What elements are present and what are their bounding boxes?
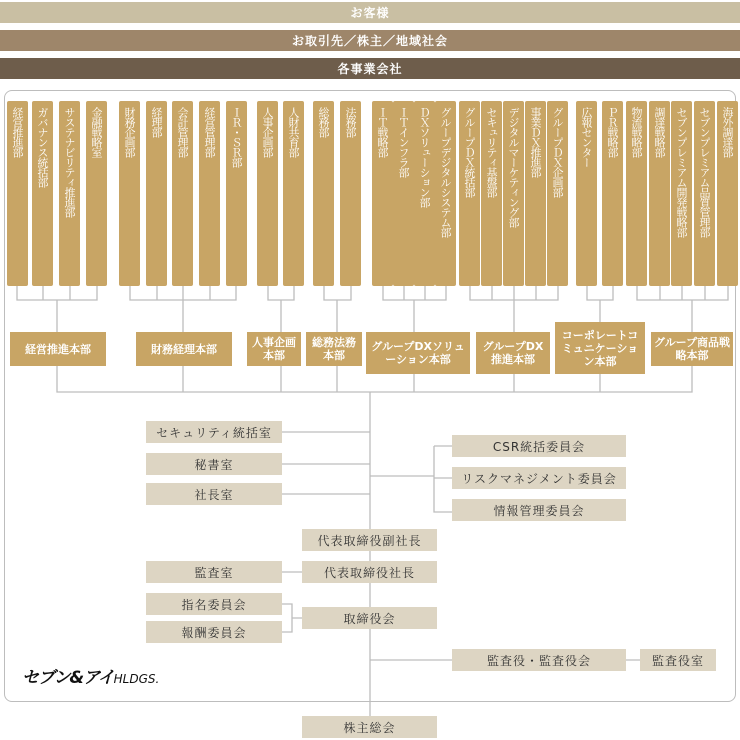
department-14: ＩＴ戦略部 — [372, 101, 393, 286]
top-bar-customers: お客様 — [0, 2, 740, 23]
csr-committee: CSR統括委員会 — [452, 435, 626, 457]
auditors-board: 監査役・監査役会 — [452, 649, 626, 671]
department-22: グループＤＸ企画部 — [547, 101, 568, 286]
department-5: 財務企画部 — [119, 101, 140, 286]
department-10: 人事企画部 — [257, 101, 278, 286]
department-29: 海外調達部 — [717, 101, 738, 286]
hq-group-dx-solution: グループDXソリューション本部 — [366, 332, 470, 374]
department-15: ＩＴインフラ部 — [393, 101, 414, 286]
hq-hr-planning: 人事企画本部 — [247, 332, 301, 366]
logo-main: セブン&アイ — [22, 668, 114, 688]
information-management-committee: 情報管理委員会 — [452, 499, 626, 521]
department-27: セブンプレミアム開発戦略部 — [671, 101, 692, 286]
department-8: 経営管理部 — [199, 101, 220, 286]
shareholders-meeting: 株主総会 — [302, 716, 437, 738]
risk-management-committee: リスクマネジメント委員会 — [452, 467, 626, 489]
department-6: 経理部 — [146, 101, 167, 286]
department-7: 会計管理部 — [172, 101, 193, 286]
president: 代表取締役社長 — [302, 561, 437, 583]
department-23: 広報センター — [576, 101, 597, 286]
top-bar-operating-companies: 各事業会社 — [0, 58, 740, 79]
remuneration-committee: 報酬委員会 — [146, 621, 282, 643]
company-logo — [22, 663, 159, 688]
security-office: セキュリティ統括室 — [146, 421, 282, 443]
secretary-office: 秘書室 — [146, 453, 282, 475]
hq-corporate-communication: コーポレートコミュニケーション本部 — [555, 322, 645, 374]
hq-finance-accounting: 財務経理本部 — [136, 332, 232, 366]
department-9: ＩＲ・ＳＲ部 — [226, 101, 247, 286]
department-18: グループＤＸ統括部 — [459, 101, 480, 286]
president-office: 社長室 — [146, 483, 282, 505]
department-4: 金融戦略室 — [86, 101, 107, 286]
department-24: ＰＲ戦略部 — [602, 101, 623, 286]
top-bar-partners: お取引先／株主／地域社会 — [0, 30, 740, 51]
department-25: 物流戦略部 — [626, 101, 647, 286]
department-12: 総務部 — [313, 101, 334, 286]
department-1: 経営推進部 — [7, 101, 28, 286]
auditors-office: 監査役室 — [640, 649, 716, 671]
department-17: グループデジタルシステム部 — [435, 101, 456, 286]
department-13: 法務部 — [340, 101, 361, 286]
audit-office: 監査室 — [146, 561, 282, 583]
department-21: 事業ＤＸ推進部 — [525, 101, 546, 286]
department-11: 人財共育部 — [283, 101, 304, 286]
department-28: セブンプレミアム品質管理部 — [694, 101, 715, 286]
department-19: セキュリティ基盤部 — [481, 101, 502, 286]
hq-management-promotion: 経営推進本部 — [10, 332, 106, 366]
hq-group-product-strategy: グループ商品戦略本部 — [651, 332, 733, 366]
department-20: デジタルマーケティング部 — [503, 101, 524, 286]
department-3: サステナビリティ推進部 — [59, 101, 80, 286]
hq-group-dx-promotion: グループDX推進本部 — [476, 332, 550, 374]
board-of-directors: 取締役会 — [302, 607, 437, 629]
hq-general-legal: 総務法務本部 — [306, 332, 362, 366]
logo-sub: HLDGS. — [113, 672, 160, 686]
vice-president: 代表取締役副社長 — [302, 529, 437, 551]
department-2: ガバナンス統括部 — [32, 101, 53, 286]
department-26: 調達戦略部 — [649, 101, 670, 286]
nomination-committee: 指名委員会 — [146, 593, 282, 615]
department-16: ＤＸソリューション部 — [414, 101, 435, 286]
